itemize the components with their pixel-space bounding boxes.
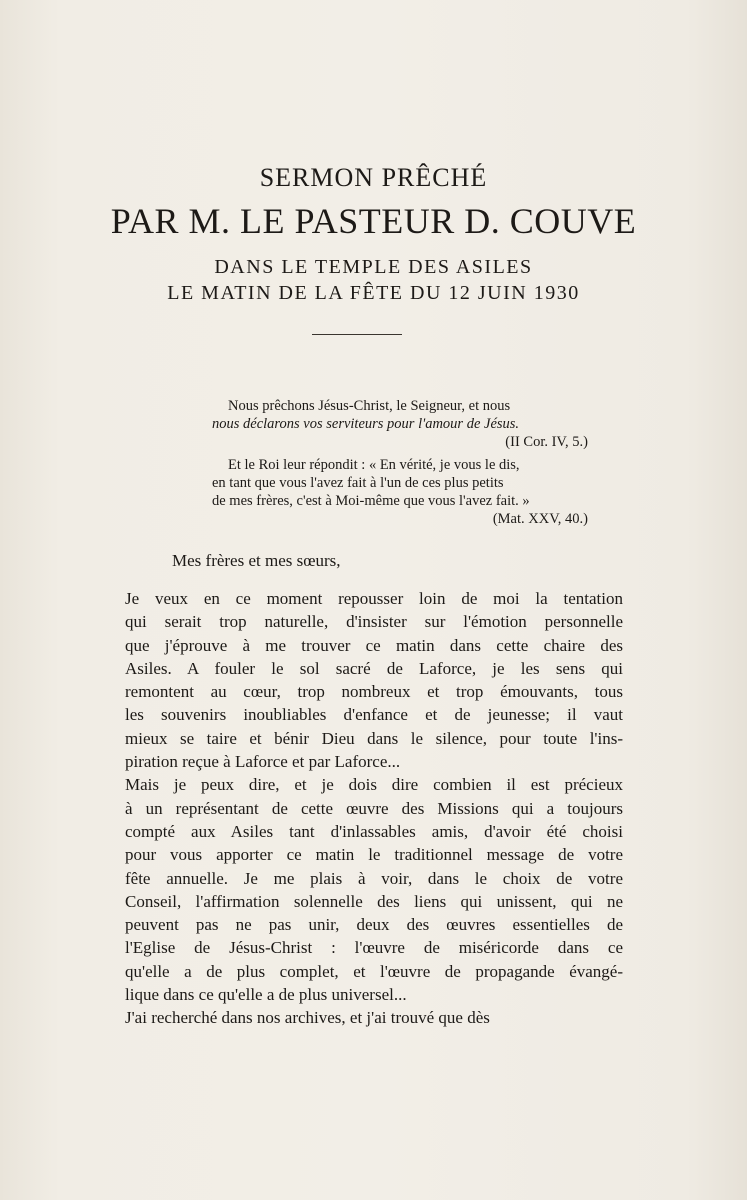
- salutation: Mes frères et mes sœurs,: [172, 551, 341, 570]
- body-line: les souvenirs inoubliables d'enfance et de jeunesse; il vaut: [125, 705, 623, 725]
- epigraph-1-source: (II Cor. IV, 5.): [505, 434, 588, 450]
- body-line: compté aux Asiles tant d'inlassables amis, d'avoir été choisi: [125, 821, 623, 841]
- body-line: à un représentant de cette œuvre des Missions qui a toujours: [125, 798, 623, 818]
- body-line: que j'éprouve à me trouver ce matin dans cette chaire des: [125, 635, 623, 655]
- epigraph-2-line-1: Et le Roi leur répondit : « En vérité, je vous le dis,: [228, 457, 520, 473]
- sermon-title-line-1: SERMON PRÊCHÉ: [259, 163, 488, 192]
- epigraph-1-line-1: Nous prêchons Jésus-Christ, le Seigneur, et nous: [228, 398, 511, 414]
- epigraph-2: [212, 456, 624, 528]
- body-line: lique dans ce qu'elle a de plus universel...: [125, 985, 407, 1005]
- epigraph-1: [212, 397, 624, 451]
- body-line: qui serait trop naturelle, d'insister sur l'émotion personnelle: [125, 612, 623, 632]
- body-line: l'Eglise de Jésus-Christ : l'œuvre de miséricorde dans ce: [125, 938, 623, 958]
- body-line: Asiles. A fouler le sol sacré de Laforce, je les sens qui: [125, 658, 623, 678]
- epigraph-2-line-3: de mes frères, c'est à Moi-même que vous l'avez fait. »: [212, 493, 530, 509]
- body-line: remontent au cœur, trop nombreux et trop émouvants, tous: [125, 682, 623, 702]
- body-line: qu'elle a de plus complet, et l'œuvre de propagande évangé-: [125, 961, 623, 981]
- epigraph-2-source: (Mat. XXV, 40.): [492, 511, 588, 527]
- sermon-title-place: DANS LE TEMPLE DES ASILES: [214, 256, 533, 278]
- epigraph-2-line-2: en tant que vous l'avez fait à l'un de ces plus petits: [212, 475, 504, 491]
- epigraph-1-line-2: nous déclarons vos serviteurs pour l'amour de Jésus.: [212, 416, 520, 432]
- sermon-title-date: LE MATIN DE LA FÊTE DU 12 JUIN 1930: [167, 282, 580, 304]
- body-line: Mais je peux dire, et je dois dire combien il est précieux: [125, 775, 623, 795]
- sermon-body: [125, 587, 623, 1030]
- body-line: J'ai recherché dans nos archives, et j'ai trouvé que dès: [125, 1008, 490, 1028]
- body-line: piration reçue à Laforce et par Laforce...: [125, 752, 401, 772]
- sermon-title-preacher: PAR M. LE PASTEUR D. COUVE: [110, 201, 637, 241]
- body-line: mieux se taire et bénir Dieu dans le silence, pour toute l'ins-: [125, 728, 623, 748]
- body-line: peuvent pas ne pas unir, deux des œuvres essentielles de: [125, 915, 623, 935]
- title-divider: [312, 334, 402, 335]
- body-line: Conseil, l'affirmation solennelle des liens qui unissent, qui ne: [125, 891, 623, 911]
- body-line: Je veux en ce moment repousser loin de moi la tentation: [125, 589, 623, 608]
- body-line: pour vous apporter ce matin le traditionnel message de votre: [125, 845, 623, 865]
- body-line: fête annuelle. Je me plais à voir, dans le choix de votre: [125, 868, 623, 888]
